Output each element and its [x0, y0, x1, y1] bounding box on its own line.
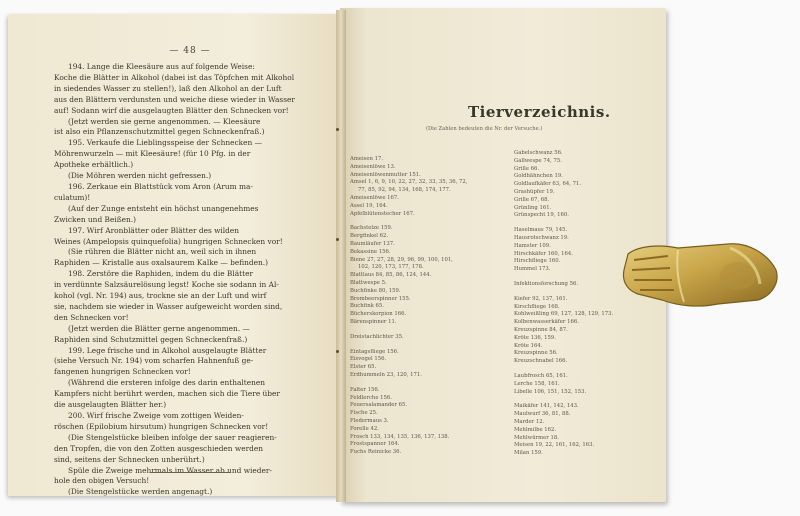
- index-entry: 102, 120, 173, 177, 178.: [358, 264, 424, 271]
- text-line: 198. Zerstöre die Raphiden, indem du die Blätter: [68, 269, 253, 279]
- index-gap: [350, 380, 502, 387]
- index-entry: Maulwurf 36, 81, 88.: [514, 411, 571, 418]
- text-line: (Auf der Zunge entsteht ein höchst unangenehmes: [68, 203, 259, 213]
- index-entry: Assel 19, 164.: [350, 202, 388, 209]
- text-line: (Die Stengelstücke werden angenagt.): [68, 487, 213, 497]
- index-entry: Lerche 158, 161.: [514, 380, 560, 387]
- index-entry: Gabelschwanz 56.: [514, 150, 563, 156]
- text-line: 197. Wirf Aronblätter oder Blätter des wilden: [68, 225, 240, 235]
- index-entry: Infektionsforschung 56.: [514, 280, 579, 287]
- text-line: 199. Lege frische und in Alkohol ausgelaugte Blätter: [68, 345, 267, 355]
- text-line: (Die Möhren werden nicht gefressen.): [68, 171, 212, 181]
- text-line: Apotheke erhältlich.): [54, 160, 134, 170]
- index-entry: Bärenspinner 11.: [350, 318, 397, 325]
- index-column-left: [350, 156, 502, 457]
- index-entry: Kiefer 92, 137, 161.: [514, 295, 568, 302]
- index-gap: [350, 327, 502, 334]
- index-entry: Meisen 19, 22, 161, 162, 163.: [514, 442, 595, 449]
- text-line: 200. Wirf frische Zweige vom zottigen Weiden-: [68, 411, 244, 420]
- text-line: in siedendes Wasser zu stellen!), laß den Alkohol an der Luft: [54, 83, 282, 93]
- index-entry: Ameisenlöwe 13.: [350, 163, 396, 170]
- index-entry: Grünspecht 19, 160.: [514, 212, 569, 219]
- text-line: in verdünnte Salzsäurelösung legst! Koche sie sodann in Al-: [54, 280, 279, 290]
- index-gap: [514, 396, 654, 403]
- index-gap: [350, 218, 502, 225]
- index-entry: Frostspanner 164.: [350, 441, 400, 448]
- index-entry: Blattlaus 84, 85, 86, 124, 144.: [350, 272, 432, 279]
- index-entry: Fuchs Reinicke 36.: [350, 449, 402, 456]
- index-entry: Kirschfliege 168.: [514, 303, 560, 310]
- index-entry: 77, 85, 92, 94, 134, 168, 174, 177.: [358, 187, 451, 194]
- index-entry: Falter 156.: [350, 386, 380, 393]
- index-entry: Eintagsfliege 156.: [350, 348, 399, 355]
- index-entry: Kreuzschnabel 166.: [514, 358, 568, 365]
- text-line: Spüle die Zweige mehrmals im Wasser ab und wieder-: [68, 465, 272, 475]
- index-entry: Kreuzspinne 84, 87.: [514, 326, 568, 333]
- index-entry: Grashüpfer 19.: [514, 188, 555, 195]
- index-entry: Libelle 106, 151, 152, 153.: [514, 388, 587, 395]
- text-line: (Jetzt werden die Blätter gerne angenommen. —: [68, 323, 250, 333]
- text-line: den Tropfen, die von den Zotten ausgeschieden werden: [54, 443, 264, 453]
- page-number: — 48 —: [169, 46, 211, 56]
- index-entry: Frosch 133, 134, 135, 136, 137, 138.: [350, 433, 450, 440]
- index-entry: Haselmaus 79, 145.: [514, 227, 568, 234]
- text-line: auf! Sodann wirf die ausgelaugten Blätter den Schnecken vor!: [54, 105, 289, 115]
- index-entry: Hummel 173.: [514, 266, 551, 273]
- index-entry: Kolbenwasserkäfer 166.: [514, 319, 579, 326]
- text-line: (Während die ersteren infolge des darin enthaltenen: [68, 378, 266, 388]
- text-line: culatum)!: [54, 192, 91, 202]
- index-entry: Marder 12.: [514, 418, 545, 425]
- index-title: Tierverzeichnis.: [468, 103, 611, 121]
- index-entry: Mehlmilbe 162.: [514, 426, 557, 433]
- index-entry: Kröte 136, 159.: [514, 334, 556, 341]
- index-entry: Amsel 1, 6, 9, 10, 22, 27, 32, 33, 35, 36, 72,: [350, 179, 468, 186]
- index-entry: Buchfinke 80, 159.: [350, 287, 401, 294]
- index-entry: Ameisenlöwenmutter 151.: [350, 171, 421, 178]
- text-line: Zwicken und Beißen.): [54, 214, 136, 224]
- index-entry: Brombeerspinner 155.: [350, 295, 411, 302]
- text-line: kohol (vgl. Nr. 194) aus, trockne sie an der Luft und wirf: [54, 291, 267, 301]
- index-entry: Feuersalamander 65.: [350, 402, 408, 409]
- index-entry: Feldlerche 156.: [350, 394, 392, 401]
- index-entry: Biene 27, 27, 28, 29, 96, 99, 100, 101,: [350, 256, 453, 263]
- index-entry: Milan 159.: [514, 450, 543, 457]
- text-line: sind, seitens der Schnecken unberührt.): [54, 454, 205, 464]
- index-entry: Kohlweißling 69, 127, 128, 129, 173.: [514, 311, 614, 318]
- index-entry: Hausrotschwanz 19.: [514, 234, 569, 241]
- index-entry: Bergfinkel 62.: [350, 233, 389, 240]
- index-entry: Grille 67, 68.: [514, 196, 550, 203]
- text-line: ist also ein Pflanzenschutzmittel gegen Schneckenfraß.): [54, 127, 265, 137]
- text-line: Raphiden sind Schutzmittel gegen Schneckenfraß.): [54, 334, 248, 344]
- index-gap: [350, 342, 502, 349]
- index-entry: Fledermaus 3.: [350, 417, 389, 424]
- index-entry: Ameisenlöwe 167.: [350, 194, 399, 201]
- index-entry: Buchfink 65.: [350, 303, 384, 310]
- index-entry: Goldlaufkäfer 63, 64, 71.: [514, 181, 582, 188]
- index-entry: Ameisen 17.: [350, 156, 384, 162]
- text-line: röschen (Epilobium hirsutum) hungrigen Schnecken vor!: [54, 421, 269, 431]
- index-entry: Blattwespe 5.: [350, 279, 387, 286]
- index-entry: Mehlwürmer 18.: [514, 434, 559, 441]
- index-gap: [514, 366, 654, 373]
- text-line: hole den obigen Versuch!: [54, 476, 150, 486]
- index-entry: Kreuzspinne 56.: [514, 350, 558, 357]
- index-entry: Gallwespe 74, 75.: [514, 157, 562, 164]
- index-entry: Hamster 109.: [514, 242, 551, 249]
- index-subtitle: (Die Zahlen bedeuten die Nr. der Versuche.): [426, 126, 543, 132]
- binding-hole: [336, 128, 339, 131]
- text-line: 195. Verkaufe die Lieblingsspeise der Schnecken —: [68, 138, 263, 148]
- index-entry: Grünling 161.: [514, 204, 552, 211]
- index-entry: Baumläufer 137.: [350, 240, 395, 247]
- text-line: 194. Lange die Kleesäure aus auf folgende Weise:: [68, 62, 255, 71]
- text-line: Raphiden — Kristalle aus oxalsaurem Kalke — befinden.): [54, 258, 269, 268]
- text-line: aus den Blättern verdunsten und weiche diese wieder in Wasser: [54, 94, 295, 104]
- index-entry: Bücherskorpion 166.: [350, 311, 407, 318]
- index-entry: Fische 25.: [350, 410, 378, 417]
- binding-hole: [336, 238, 339, 241]
- binding-hole: [336, 350, 339, 353]
- end-rule: [150, 472, 230, 473]
- text-line: den Schnecken vor!: [54, 312, 129, 322]
- text-line: Koche die Blätter in Alkohol (dabei ist das Töpfchen mit Alkohol: [54, 72, 295, 82]
- index-entry: Dreistachlichter 35.: [350, 333, 404, 340]
- index-entry: Erdhummeln 23, 120, 171.: [350, 371, 422, 378]
- text-line: (Die Stengelstücke bleiben infolge der sauer reagieren-: [68, 432, 277, 442]
- index-entry: Bachstelze 159.: [350, 225, 393, 232]
- text-line: (Sie rühren die Blätter nicht an, weil sich in ihnen: [68, 247, 257, 257]
- book-spine: [336, 10, 346, 502]
- text-line: 196. Zerkaue ein Blattstück vom Aron (Arum ma-: [68, 181, 253, 191]
- index-entry: Maikäfer 141, 142, 143.: [514, 403, 579, 410]
- index-entry: Goldhähnchen 19.: [514, 173, 563, 180]
- text-line: die ausgelaugten Blätter her.): [54, 400, 167, 410]
- text-line: sie, nachdem sie wieder in Wasser aufgeweicht worden sind,: [54, 301, 283, 311]
- index-entry: Hirschkäfer 160, 164.: [514, 250, 573, 257]
- text-line: Weines (Ampelopsis quinquefolia) hungrigen Schnecken vor!: [54, 236, 283, 246]
- text-line: (Jetzt werden sie gerne angenommen. — Kleesäure: [68, 116, 261, 126]
- index-entry: Grille 66.: [514, 165, 540, 172]
- brass-hand-clip-icon: [618, 224, 782, 320]
- experiment-text: [54, 62, 326, 498]
- index-entry: Forelle 42.: [350, 425, 379, 432]
- index-entry: Hirschfliege 160.: [514, 258, 561, 265]
- text-line: Kampfers nicht berührt werden, machen sich die Tiere über: [54, 389, 280, 399]
- index-entry: Elster 65.: [350, 364, 377, 371]
- index-entry: Apfelblütenstecher 167.: [350, 210, 415, 217]
- text-line: (siehe Versuch Nr. 194) vom scharfen Hahnenfuß ge-: [54, 356, 254, 366]
- index-entry: Laubfrosch 65, 161.: [514, 372, 568, 379]
- text-line: Möhrenwurzeln — mit Kleesäure! (für 10 Pfg. in der: [54, 149, 251, 159]
- index-entry: Bekassine 156.: [350, 248, 391, 255]
- text-line: fangenen hungrigen Schnecken vor!: [54, 367, 191, 377]
- index-entry: Eisvogel 156.: [350, 356, 387, 363]
- index-entry: Kröte 164.: [514, 342, 543, 349]
